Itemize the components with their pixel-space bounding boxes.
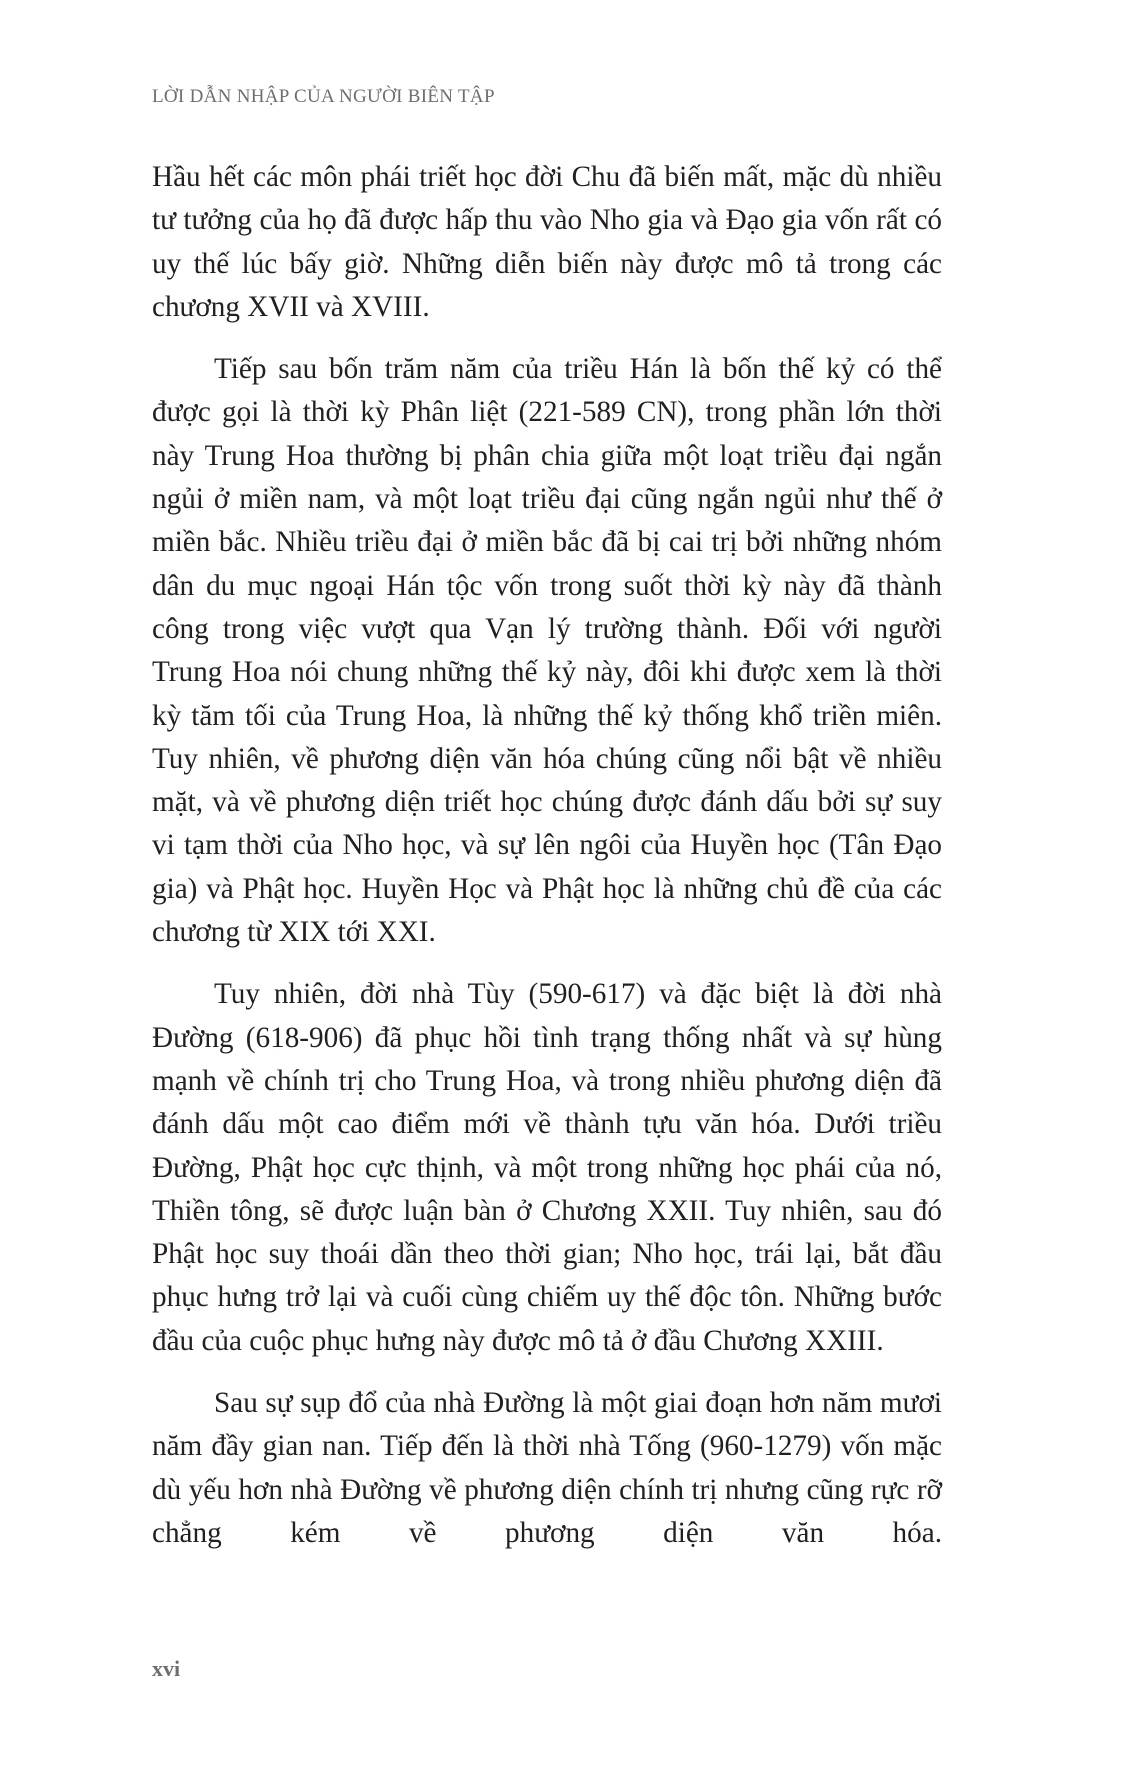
paragraph-1: Hầu hết các môn phái triết học đời Chu đã biến mất, mặc dù nhiều tư tưởng của họ đã được hấp thu vào Nho gia và Đạo gia vốn rất có uy thế lúc bấy giờ. Những diễn biến này được mô tả trong các chương XVII và XVIII.	[152, 161, 942, 323]
paragraph-3: Tuy nhiên, đời nhà Tùy (590-617) và đặc biệt là đời nhà Đường (618-906) đã phục hồi tình trạng thống nhất và sự hùng mạnh về chính trị cho Trung Hoa, và trong nhiều phương diện đã đánh dấu một cao điểm mới về thành tựu văn hóa. Dưới triều Đường, Phật học cực thịnh, và một trong những học phái của nó, Thiền tông, sẽ được luận bàn ở Chương XXII. Tuy nhiên, sau đó Phật học suy thoái dần theo thời gian; Nho học, trái lại, bắt đầu phục hưng trở lại và cuối cùng chiếm uy thế độc tôn. Những bước đầu của cuộc phục hưng này được mô tả ở đầu Chương XXIII.	[152, 978, 942, 1357]
body-text	[152, 156, 942, 1574]
page-number: xvi	[152, 1656, 181, 1681]
paragraph-4: Sau sự sụp đổ của nhà Đường là một giai đoạn hơn năm mươi năm đầy gian nan. Tiếp đến là thời nhà Tống (960-1279) vốn mặc dù yếu hơn nhà Đường về phương diện chính trị nhưng cũng rực rỡ chẳng kém về phương diện văn hóa.	[152, 1387, 942, 1549]
paragraph-2: Tiếp sau bốn trăm năm của triều Hán là bốn thế kỷ có thể được gọi là thời kỳ Phân liệt (221-589 CN), trong phần lớn thời này Trung Hoa thường bị phân chia giữa một loạt triều đại ngắn ngủi ở miền nam, và một loạt triều đại cũng ngắn ngủi như thế ở miền bắc. Nhiều triều đại ở miền bắc đã bị cai trị bởi những nhóm dân du mục ngoại Hán tộc vốn trong suốt thời kỳ này đã thành công trong việc vượt qua Vạn lý trường thành. Đối với người Trung Hoa nói chung những thế kỷ này, đôi khi được xem là thời kỳ tăm tối của Trung Hoa, là những thế kỷ thống khổ triền miên. Tuy nhiên, về phương diện văn hóa chúng cũng nổi bật về nhiều mặt, và về phương diện triết học chúng được đánh dấu bởi sự suy vi tạm thời của Nho học, và sự lên ngôi của Huyền học (Tân Đạo gia) và Phật học. Huyền Học và Phật học là những chủ đề của các chương từ XIX tới XXI.	[152, 353, 942, 949]
running-head: LỜI DẪN NHẬP CỦA NGƯỜI BIÊN TẬP	[152, 86, 495, 107]
